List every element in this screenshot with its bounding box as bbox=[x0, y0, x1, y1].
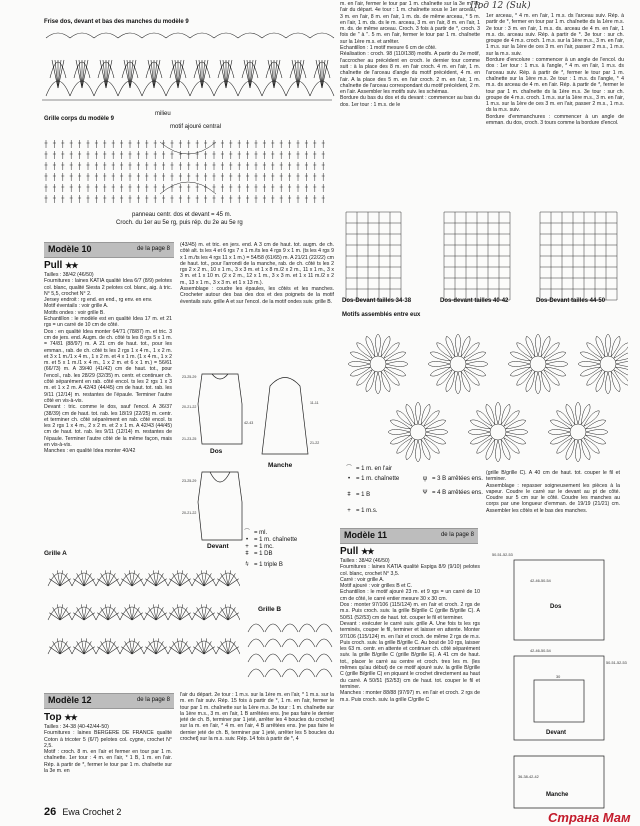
middle-col-text: m. en l'air, fermer le tour par 1 m. chaînette sur la 3e m. en l'air du départ. 4e tour : 1 m. chaînette sous le 1er arceau, * 3 m. en l'air, 8 m. en l'air, 1 m. ds. de même arceau, * 5 m. en l'air, 1 m. ds. ds le m. arceau, 3 m. en l'air, 8 m. en l'air, 1 m. ds. de même arceau. Croch. 3 fois à partir de *, croch. 3 fois de " à ". 5 m. en l'air, fermer le tour par 1 m. chaînette sur la 1ère m.s. et arrêter. Echantillon : 1 motif mesure 6 cm de côté. Réalisation : croch. 98 (110/138) motifs. A partir du 2e motif, l'accrocher au précédent en croch. le dernier tour comme suit : à la place des 8 m. en l'air croch. 4 m. en l'air, 1 m. chaînette de l'arceau d'angle du motif précédent, 4 m. en l'air. A la place des 5 m. en l'air croch. 2 m. en l'air, 1 m. chaînette de l'arceau correspondant du motif précédent, 2 m. en l'air. Assembler les motifs suiv. les schémas. Bordure du bas du dos et du devant : commencer au bas du dos. 1er tour : 1 m.s. de le bbox=[340, 1, 480, 108]
legend-big-b: ǂ = 1 B bbox=[342, 492, 370, 499]
dim6-text: 36-38-42-42 bbox=[518, 775, 539, 779]
model11-title-text: Pull bbox=[340, 546, 359, 557]
magazine-name: Ewa Crochet 2 bbox=[62, 807, 122, 817]
three-b-symbol: ψ bbox=[422, 476, 428, 482]
model10-title bbox=[44, 260, 77, 271]
devant-label: Devant bbox=[207, 543, 229, 550]
dot-symbol: • bbox=[245, 537, 249, 543]
grille-corps-title: Grille corps du modèle 9 bbox=[44, 116, 115, 122]
model11-text: Tailles : 38/42 (46/50) Fournitures : laines KATIA qualité Espiga 8/9 (9/10) pelotes col. blanc, crochet N° 3,5. Carré : voir grille A. Motif ajouré : voir grilles B et C. Echantillon : le motif ajouré 23 m. et 9 rgs = un carré de 10 cm de côté, le carré entier mesure 30 x 30 cm. Dos : monter 97/106 (115/124) m. en l'air et croch. 2 rgs de m.s. Puis croch. suiv. la grille B/grille C (grille B/grille C). A 50/51 (52/53) cm de haut. tot. couper le fil et terminer. Devant : exécuter le carré suiv. grille A. Une fois ts les rgs terminés, couper le fil, terminer et laisser en attente. Monter 97/106 (115/124) m. en l'air et croch. de même 2 rgs de m.s. Puis croch. suiv. la grille B/grille C. Au bout de 10 rgs, laisser les 63 m. centr. en attente et continuer ch. côté séparément suiv. la grille B/grille C (grille B/grille E). A 41 cm de haut. tot., placer le carré au centre et croch. tres les m. (les mêmes qu'au début) de ce motif ajouré suiv. la grille B/grille C (grille B/grille C) en piquant le crochet directement au haut du carré. A 50/51 (52/53) cm de haut. tot. couper le fil et terminer. Manches : monter 88/88 (97/97) m. en l'air et croch. 2 rgs de m.s. Puis croch. suiv. la grille C/grille C bbox=[340, 558, 480, 703]
legend-mc2: + = 1 mc. bbox=[240, 544, 336, 551]
watermark: Страна Мам bbox=[548, 810, 631, 825]
svg-text:20-21-22: 20-21-22 bbox=[182, 511, 197, 515]
milieu-label: milieu bbox=[155, 111, 171, 117]
grille-b-chart bbox=[244, 614, 334, 680]
tb-symbol: ⫩ bbox=[245, 562, 249, 568]
legend-small bbox=[240, 530, 336, 569]
legend-big-ml: ⌒ = 1 m. en l'air bbox=[342, 466, 392, 473]
legend-big-3b: ψ = 3 B arrêtées ens. bbox=[418, 476, 483, 483]
model10-schematics bbox=[180, 364, 330, 554]
model10-header bbox=[44, 242, 174, 258]
footer bbox=[44, 806, 121, 818]
model12-text-mid: l'air du départ. 2e tour : 1 m.s. sur la 1ère m. en l'air, * 1 m.s. sur la m. en l'air suiv. Rép. 15 fois à partir de *, 1 m. en l'air, fermer le tour par 1 m. chaînette sur la 1ère m.s. 3e tour : 1 m. chaînette sur la 1ère m.s., 3 m. en l'air, 1 B arrêtées ens. [ne pas faire le dernier jeté de ch. B, terminer par 1 jeté, arrêter les 4 boucles du crochet] sur la m. en l'air, * 4 m. en l'air, 4 B arrêtées ens. [ne pas faire le dernier jeté de ch. B, terminer par 1 jeté, arrêter les 5 boucles du crochet] sur la m.s. suiv. Rép. 14 fois à partir de *, 4 bbox=[180, 692, 334, 743]
svg-text:21-22: 21-22 bbox=[310, 441, 320, 445]
ms-symbol: + bbox=[347, 508, 351, 514]
svg-text:23-25-29: 23-25-29 bbox=[182, 479, 197, 483]
model11-stars: ★★ bbox=[361, 547, 374, 556]
dim5-text: 30 bbox=[556, 675, 561, 679]
svg-text:23-25-29: 23-25-29 bbox=[182, 375, 197, 379]
plus-symbol: + bbox=[245, 544, 249, 550]
grille-a-label: Grille A bbox=[44, 550, 67, 557]
body-chart bbox=[40, 132, 336, 208]
model12-text-left: Tailles : 34-38 (40-42/44-50) Fournitures : laines BERGERE DE FRANCE qualité Coton à tricoter 5 (6/7) pelotes col. cygne, crochet N° 2,5. Motif : croch. 8 m. en l'air et fermer en tour par 1 m. chaînette. 1er tour : 4 m. en l'air, * 1 B, 1 m. en l'air. Rép. à partir de *, fermer le tour par 1 m. chaînette sur la 3e m. en bbox=[44, 724, 172, 775]
model12-header bbox=[44, 693, 174, 709]
manche-label: Manche bbox=[268, 462, 293, 469]
dos-label: Dos bbox=[210, 448, 223, 455]
grille-b-label: Grille B bbox=[258, 606, 282, 613]
b-symbol: ǂ bbox=[347, 492, 351, 498]
model11-schema bbox=[490, 552, 630, 814]
model12-title-text: Top bbox=[44, 712, 62, 723]
legend-big-ms: + = 1 m.s. bbox=[342, 508, 378, 515]
grille-a-chart bbox=[44, 558, 240, 678]
model10-stars: ★★ bbox=[65, 261, 78, 270]
motif-central-label: motif ajouré central bbox=[170, 124, 222, 130]
model10-heading: Modèle 10 bbox=[48, 244, 92, 254]
legend-tb: ⫩ = 1 triple B bbox=[240, 562, 336, 569]
model10-page-ref: de la page 8 bbox=[136, 246, 170, 252]
legend-mc: • = 1 m. chaînette bbox=[240, 537, 336, 544]
dim2-text: 42-46-50-54 bbox=[530, 579, 551, 583]
ml-symbol: ⌒ bbox=[243, 530, 250, 536]
motifs-chart bbox=[338, 320, 628, 468]
devant-t1: Dos-Devant tailles 34-38 bbox=[342, 298, 412, 304]
dim4-text: 50-51-52-53 bbox=[606, 661, 627, 665]
model11-text-right: (grille B/grille C). A 40 cm de haut. tot. couper le fil et terminer. Assemblage : repasser soigneusement les pièces à la vapeur. Coudre le carré sur le devant au pt de côté. Coudre sur 5 cm sur le côté. Coudre les manches au corps par une longueur d'emman. de 19/19 (21/21) cm. Assembler les côtés et le bas des manches. bbox=[486, 470, 620, 514]
svg-text:42-43: 42-43 bbox=[244, 421, 254, 425]
dos-devant-charts bbox=[338, 206, 628, 312]
legend-big-mc: • = 1 m. chaînette bbox=[342, 476, 399, 483]
devant-t3: Dos-Devant tailles 44-50 bbox=[536, 298, 606, 304]
dim1-text: 50-51-52-53 bbox=[492, 553, 513, 557]
legend-db: ǂ = 1 DB bbox=[240, 551, 336, 558]
four-b-symbol: Ψ bbox=[422, 490, 428, 496]
schema-manche: Manche bbox=[546, 792, 569, 798]
devant-t2: Dos-devant tailles 40-42 bbox=[440, 298, 509, 304]
frieze-chart bbox=[40, 26, 336, 104]
dim3-text: 42-46-50-54 bbox=[530, 649, 551, 653]
model10-text-left: Tailles : 38/42 (46/50) Fournitures : laines KATIA qualité Idea 6/7 (8/9) pelotes col. blanc, qualité Siesta 2 pelotes col. blanc, aig. à tric. N° 5,5, crochet N° 2. Jersey endroit : rg end. en end., rg env. en env. Motif éventails : voir grille A. Motifs ondes : voir grille B. Echantillon : le modèle est en qualité Idea 17 m. et 21 rgs = un carré de 10 cm de côté. Dos : en qualité Idea monter 64/71 (78/87) m. et tric. 3 cm de jers. end. Augm. de ch. côté ts les 8 rgs 5 x 1 m. = 74/81 (88/97) m. A 21 cm de haut. tot., pour les emman., rab. de ch. côté ts les 2 rgs 1 x 4 m., 1 x 2 m. et 3 x 1 m./1 x 4 m., 1 x 2 m. et 4 x 1 m. (1 x 4 m., 1 x 2 m. et 5 x 1 m./1 x 4 m., 1 x 2 m. et 6 x 1 m.) = 56/61 (66/73) m. A 39/40 (41/42) cm de haut. tot., pour l'encol., rab. les 28/29 (32/35) m. centr. et continuer ch. côté séparément en rab. côté encol. ts les 2 rgs 1 x 3 m. et 1 x 2 m. A 42/43 (44/45) cm de haut. tot. rab. les 9/11 (12/14) m. restantes de l'épaule. Terminer l'autre côté en vis-à-vis. Devant : tric. comme le dos, sauf l'encol. A 36/37 (38/39) cm de haut. tot. rab. les 18/19 (22/25) m. centr. et terminer ch. côté séparément en rab. côté encol. ts les 2 rgs 1 x 4 m., 2 x 2 m. et 2 x 1 m. A 42/43 (44/45) cm de haut. tot. rab. les 9/11 (12/14) m. restantes de l'épaule. Terminer l'autre côté de la même façon, mais en vis-à-vis. Manches : en qualité Idea monter 40/42 bbox=[44, 272, 172, 455]
handwritten-note: Под 12 (Suk) bbox=[470, 1, 531, 11]
svg-text:21-23-25: 21-23-25 bbox=[182, 437, 197, 441]
db-symbol: ǂ bbox=[245, 551, 249, 557]
schema-devant: Devant bbox=[546, 730, 567, 736]
svg-text:20-21-22: 20-21-22 bbox=[182, 405, 197, 409]
panneau-label: panneau centr. dos et devant = 45 m. bbox=[132, 212, 232, 218]
model12-stars: ★★ bbox=[64, 713, 77, 722]
schema-dos: Dos bbox=[550, 604, 562, 610]
model10-text-right: (43/45) m. et tric. en jers. end. A 3 cm de haut. tot. augm. de ch. côté alt. ts les 4 et 6 rgs 7 x 1 m./ts les 4 rgs 9 x 1 m. (ts les 4 rgs 9 x 1 m./ts les 4 rgs 11 x 1 m.) = 54/58 (61/65) m. A 21/21 (22/22) cm de haut. tot., pour l'arrondi de la manche, rab. de ch. côté ts les 2 rgs 2 x 2 m., 10 x 1 m., 3 x 3 m. et 1 x 8 m./2 x 2 m., 11 x 1 m., 3 x 3 m. et 1 x 10 m. (2 x 2 m., 12 x 1 m., 3 x 3 m. et 1 x 11 m./2 x 2 m., 13 x 1 m., 3 x 3 m. et 1 x 13 m.). Assemblage : coudre les épaules, les côtés et les manches. Crocheter autour des bas des dos et des poignets de la motif éventails suiv. grille A et sur l'encol. de la motif ondes suiv. grille B. bbox=[180, 242, 334, 305]
model12-title bbox=[44, 712, 77, 723]
model10-title-text: Pull bbox=[44, 260, 63, 271]
model11-page-ref: de la page 8 bbox=[440, 532, 474, 538]
right-col-text: 1er arceau, * 4 m. en l'air, 1 m.s. ds l'arceau suiv. Rép. à partir de *, fermer en tour par 1 m. chaînette ds la 1ère m.s. 2e tour : 3 m. en l'air, 1 m.s. ds. arceau de 4 m. en l'air, 1 m.s. ds. arceau suiv. Rép. à partir de *. 3e tour : sur ch. groupe de 4 m.s. croch. 1 m.s. sur la 1ère m.s., 3 m. en l'air, 1 m.s. sur la 1ère de ces 3 m. en l'air, passer 2 m.s., 1 m.s. sur la m.s. suiv. Bordure d'encolure : commencer à un angle de l'encol. du dos : 1er tour : 1 m.s. à l'angle, * 4 m. en l'air, 1 m.s. ds l'arceau suiv. Rép. à partir de *, fermer le tour par 1 m. chaînette sur la 1ère m.s. 2e tour : 1 m.s. ds l'angle, * 4 m.s. ds arceau de 4 m. en l'air. Rép. à partir de *, fermer le tour par 1 m. chaînette ds la 1ère m.s. 3e tour : sur ch. groupe de 4 m.s. croch. 1 m.s. sur la 1ère m.s., 3 m. en l'air, 1 m.s. sur la 1ère de ces 3 m. en l'air, passer 2 m.s., 1 m.s. ds la m.s. suiv. Bordure d'emmanchures : commencer à un angle de emman. du dos, croch. 3 tours comme la bordure d'encol. bbox=[486, 13, 624, 127]
legend-big-4b: Ψ = 4 B arrêtées ens. bbox=[418, 490, 483, 497]
page-number: 26 bbox=[44, 806, 57, 818]
motifs-label: Motifs assemblés entre eux bbox=[342, 312, 421, 318]
model12-page-ref: de la page 8 bbox=[136, 697, 170, 703]
svg-text:11-11: 11-11 bbox=[310, 401, 319, 405]
model11-heading: Modèle 11 bbox=[344, 530, 388, 540]
model11-title bbox=[340, 546, 373, 557]
legend-ml: ⌒ = ml. bbox=[240, 530, 336, 537]
model11-header bbox=[340, 528, 478, 544]
model12-heading: Modèle 12 bbox=[48, 695, 92, 705]
slip-symbol: • bbox=[347, 476, 351, 482]
croch-label: Croch. du 1er au 5e rg, puis rép. du 2e au 5e rg bbox=[116, 220, 243, 226]
chain-symbol: ⌒ bbox=[345, 466, 352, 472]
frieze-title: Frise dos, devant et bas des manches du modèle 9 bbox=[44, 19, 189, 25]
